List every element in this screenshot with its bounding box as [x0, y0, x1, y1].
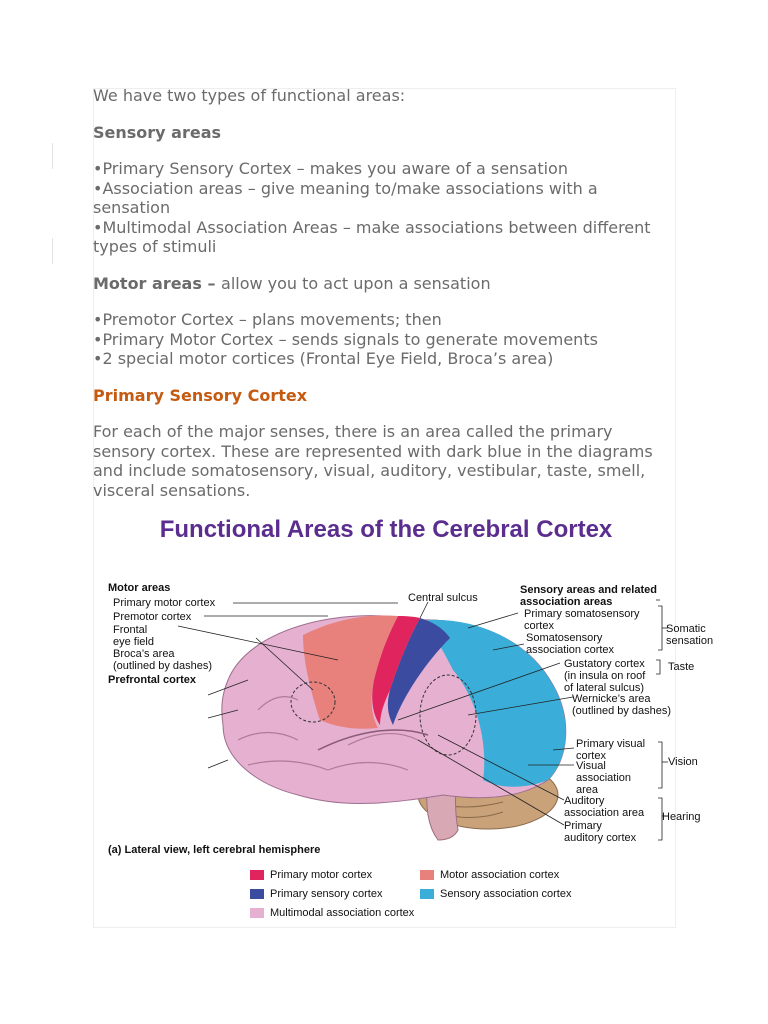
label-hearing: Hearing: [662, 811, 701, 823]
list-item: •2 special motor cortices (Frontal Eye Field, Broca’s area): [93, 349, 554, 368]
label-sensory-areas: Sensory areas and related association areas: [520, 584, 657, 608]
sensory-heading: Sensory areas: [93, 122, 222, 142]
figure-title: Functional Areas of the Cerebral Cortex: [159, 516, 613, 543]
legend-label: Multimodal association cortex: [270, 907, 415, 919]
list-item: •Multimodal Association Areas – make associations between different types of stimuli: [93, 217, 651, 256]
label-auditory-association: Auditory association area: [564, 795, 645, 819]
label-somatosensory-association: Somatosensory association cortex: [526, 632, 615, 656]
label-premotor-cortex: Premotor cortex: [113, 611, 192, 623]
list-item: •Primary Sensory Cortex – makes you aware of a sensation: [93, 159, 568, 178]
legend-swatch: [420, 889, 434, 899]
legend-swatch: [250, 870, 264, 880]
legend-label: Sensory association cortex: [440, 888, 572, 900]
legend-swatch: [420, 870, 434, 880]
label-wernickes-area: Wernicke’s area (outlined by dashes): [572, 693, 672, 717]
primary-sensory-cortex-paragraph: For each of the major senses, there is an area called the primary sensory cortex. These are represented with dark blue in the diagrams and include somatosensory, visual, auditory, vestibular, taste, smell, visceral sensations.: [93, 422, 653, 500]
list-item: •Association areas – give meaning to/make associations with a sensation: [93, 178, 598, 217]
label-visual-association: Visual association area: [576, 760, 632, 796]
cortex-figure: [98, 510, 714, 924]
label-primary-somatosensory: Primary somatosensory cortex: [524, 608, 640, 632]
list-item: •Primary Motor Cortex – sends signals to generate movements: [93, 329, 598, 349]
legend-label: Primary motor cortex: [270, 869, 373, 881]
motor-heading-rest: allow you to act upon a sensation: [221, 273, 491, 293]
margin-mark: [52, 143, 53, 169]
primary-sensory-cortex-heading: Primary Sensory Cortex: [93, 385, 308, 405]
label-central-sulcus: Central sulcus: [408, 592, 478, 604]
figure-caption: (a) Lateral view, left cerebral hemisphere: [108, 844, 321, 856]
label-taste: Taste: [668, 661, 695, 673]
motor-heading: [93, 274, 678, 294]
label-gustatory-cortex: Gustatory cortex (in insula on roof of lateral sulcus): [564, 658, 646, 694]
label-primary-visual: Primary visual cortex: [576, 738, 646, 762]
motor-bullet-list: [93, 310, 678, 369]
label-prefrontal-cortex: Prefrontal cortex: [108, 674, 197, 686]
label-motor-areas: Motor areas: [108, 582, 171, 594]
label-primary-auditory: Primary auditory cortex: [564, 820, 637, 844]
motor-heading-bold: Motor areas –: [93, 273, 222, 293]
label-brocas-area: Broca’s area (outlined by dashes): [113, 648, 213, 672]
label-frontal-eye-field: Frontal eye field: [113, 624, 154, 648]
document-text: [93, 86, 678, 500]
label-somatic-sensation: Somatic sensation: [666, 623, 714, 647]
margin-mark: [52, 238, 53, 264]
label-vision: Vision: [668, 756, 698, 768]
legend-swatch: [250, 908, 264, 918]
label-primary-motor-cortex: Primary motor cortex: [113, 597, 216, 609]
legend-label: Primary sensory cortex: [270, 888, 383, 900]
intro-line: We have two types of functional areas:: [93, 86, 406, 105]
legend-label: Motor association cortex: [440, 869, 560, 881]
sensory-bullet-list: [93, 159, 678, 257]
legend-swatch: [250, 889, 264, 899]
list-item: •Premotor Cortex – plans movements; then: [93, 310, 442, 329]
brain-illustration: [98, 510, 674, 924]
